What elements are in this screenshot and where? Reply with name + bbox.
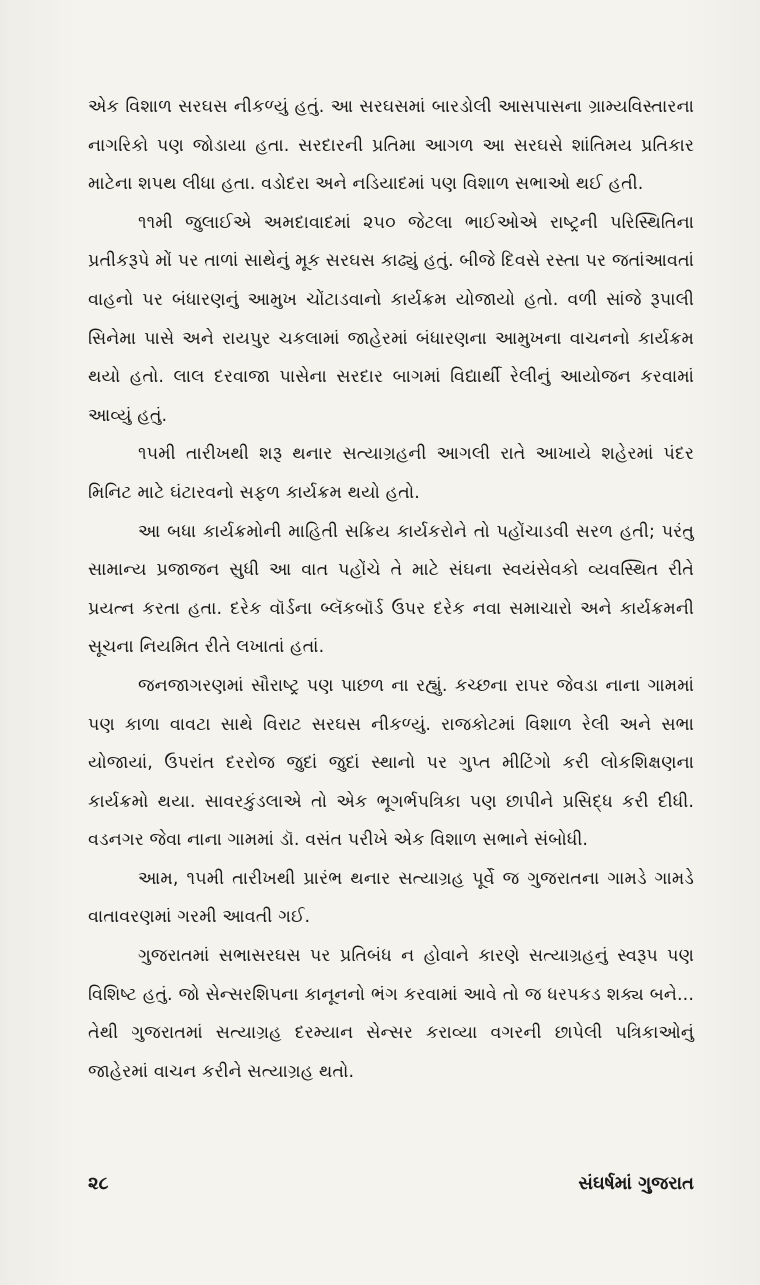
paragraph: ૧૧મી જુલાઈએ અમદાવાદમાં ૨૫૦ જેટલા ભાઈઓએ રાષ્ટ્રની પરિસ્થિતિના પ્રતીકરૂપે મોં પર તાળાં સાથેનું મૂક સરઘસ કાઢ્યું હતું. બીજે દિવસે રસ્તા પર જતાંઆવતાં વાહનો પર બંધારણનું આમુખ ચોંટાડવાનો કાર્યક્રમ યોજાયો હતો. વળી સાંજે રૂપાલી સિનેમા પાસે અને રાયપુર ચકલામાં જાહેરમાં બંધારણના આમુખના વાચનનો કાર્યક્રમ થયો હતો. લાલ દરવાજા પાસેના સરદાર બાગમાં વિદ્યાર્થી રેલીનું આયોજન કરવામાં આવ્યું હતું. — [88, 212, 694, 426]
paragraph: જનજાગરણમાં સૌરાષ્ટ્ર પણ પાછળ ના રહ્યું. કચ્છના રાપર જેવડા નાના ગામમાં પણ કાળા વાવટા સાથે વિરાટ સરઘસ નીકળ્યું. રાજકોટમાં વિશાળ રેલી અને સભા યોજાયાં, ઉપરાંત દરરોજ જુદાં જુદાં સ્થાનો પર ગુપ્ત મીટિંગો કરી લોકશિક્ષણના કાર્યક્રમો થયા. સાવરકુંડલાએ તો એક ભૂગર્ભપત્રિકા પણ છાપીને પ્રસિદ્ધ કરી દીધી. વડનગર જેવા નાના ગામમાં ડૉ. વસંત પરીખે એક વિશાળ સભાને સંબોધી. — [88, 675, 694, 851]
paragraph-continued: એક વિશાળ સરઘસ નીકળ્યું હતું. આ સરઘસમાં બારડોલી આસપાસના ગ્રામ્યવિસ્તારના નાગરિકો પણ જોડાયા હતા. સરદારની પ્રતિમા આગળ આ સરઘસે શાંતિમય પ્રતિકાર માટેના શપથ લીધા હતા. વડોદરા અને નડિયાદમાં પણ વિશાળ સભાઓ થઈ હતી. — [88, 97, 694, 195]
paragraph: ૧૫મી તારીખથી શરૂ થનાર સત્યાગ્રહની આગલી રાતે આખાયે શહેરમાં પંદર મિનિટ માટે ઘંટારવનો સફળ કાર્યક્રમ થયો હતો. — [88, 444, 694, 503]
running-title: સંઘર્ષમાં ગુજરાત — [578, 1172, 694, 1194]
page-body — [88, 88, 694, 1091]
page-footer — [88, 1168, 694, 1198]
paragraph: આ બધા કાર્યક્રમોની માહિતી સક્રિય કાર્યકરોને તો પહોંચાડવી સરળ હતી; પરંતુ સામાન્ય પ્રજાજન સુધી આ વાત પહોંચે તે માટે સંઘના સ્વયંસેવકો વ્યવસ્થિત રીતે પ્રયત્ન કરતા હતા. દરેક વૉર્ડના બ્લૅકબૉર્ડ ઉપર દરેક નવા સમાચારો અને કાર્યક્રમની સૂચના નિયમિત રીતે લખાતાં હતાં. — [88, 521, 694, 658]
page-number: ૨૮ — [88, 1172, 109, 1194]
paragraph: આમ, ૧૫મી તારીખથી પ્રારંભ થનાર સત્યાગ્રહ પૂર્વે જ ગુજરાતના ગામડે ગામડે વાતાવરણમાં ગરમી આવતી ગઈ. — [88, 868, 694, 928]
paragraph: ગુજરાતમાં સભાસરઘસ પર પ્રતિબંધ ન હોવાને કારણે સત્યાગ્રહનું સ્વરૂપ પણ વિશિષ્ટ હતું. જો સેન્સરશિપના કાનૂનનો ભંગ કરવામાં આવે તો જ ધરપકડ શક્ય બને... તેથી ગુજરાતમાં સત્યાગ્રહ દરમ્યાન સેન્સર કરાવ્યા વગરની છાપેલી પત્રિકાઓનું જાહેરમાં વાચન કરીને સત્યાગ્રહ થતો. — [88, 946, 694, 1082]
